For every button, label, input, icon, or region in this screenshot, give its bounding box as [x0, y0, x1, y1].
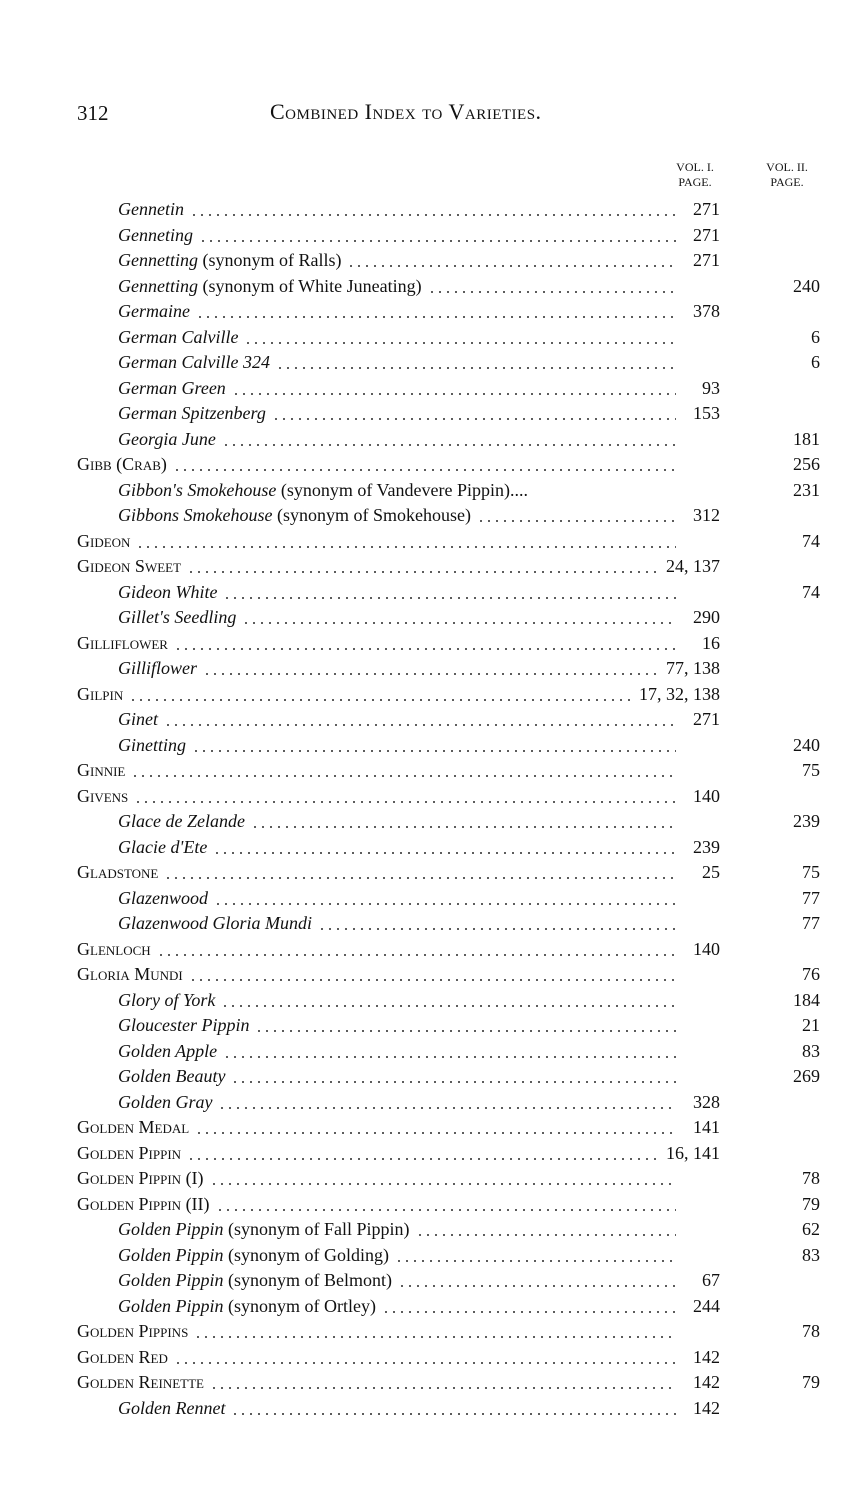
- index-entry: [77, 1345, 850, 1369]
- entry-name: [118, 1013, 249, 1037]
- entry-vol2-page: 78: [802, 1321, 820, 1341]
- entry-vol2-page: 77: [802, 913, 820, 933]
- entry-vol1-page: 77, 138: [666, 658, 720, 678]
- index-entry: [118, 1090, 850, 1114]
- dot-leader: [157, 954, 676, 956]
- entry-name: [118, 1396, 225, 1420]
- entry-name: [118, 1294, 376, 1318]
- dot-leader: [251, 826, 676, 828]
- entry-vol1-page: 244: [693, 1295, 720, 1316]
- dot-leader: [187, 1158, 660, 1160]
- entry-vol1-page: 312: [693, 505, 720, 525]
- entry-name: [118, 248, 341, 272]
- index-entry: [118, 656, 850, 680]
- entry-name: [118, 988, 215, 1012]
- entry-name: [118, 427, 216, 451]
- dot-leader: [223, 597, 676, 599]
- entry-name: [118, 1064, 225, 1088]
- entry-vol2-page: 74: [802, 530, 820, 551]
- entry-vol2-page: 240: [793, 734, 820, 755]
- entry-vol1-page: 17, 32, 138: [639, 683, 720, 704]
- entry-variety: German Green: [118, 377, 226, 398]
- entry-variety: Golden Pippin: [118, 1244, 224, 1265]
- dot-leader: [428, 291, 676, 293]
- dot-leader: [199, 240, 676, 242]
- entry-vol2-page: 231: [793, 479, 820, 500]
- entry-vol2-page: 62: [802, 1219, 820, 1239]
- entry-variety: Glory of York: [118, 989, 216, 1010]
- entry-name: [77, 452, 167, 476]
- entry-variety: Genneting: [118, 224, 193, 245]
- dot-leader: [174, 1362, 676, 1364]
- dot-leader: [136, 546, 676, 548]
- entry-variety: Glace de Zelande: [118, 811, 245, 831]
- entry-name: [118, 274, 422, 298]
- index-entry: [118, 248, 850, 272]
- entry-name: [118, 1243, 389, 1267]
- dot-leader: [194, 1336, 676, 1338]
- entry-variety: Golden Pippin: [118, 1219, 224, 1239]
- column-header-vol1-line2: PAGE.: [678, 175, 712, 189]
- entry-name: [118, 707, 158, 731]
- index-entry: [118, 350, 850, 374]
- entry-name: [118, 886, 208, 910]
- dot-leader: [223, 1056, 676, 1058]
- index-entry: [118, 1396, 850, 1420]
- entry-variety: Golden Pippin: [118, 1295, 224, 1316]
- index-entry: [77, 1192, 850, 1216]
- entry-vol1-page: 271: [693, 199, 720, 219]
- entry-name: [118, 1090, 212, 1114]
- entry-variety: Glacie d'Ete: [118, 836, 208, 857]
- dot-leader: [242, 622, 676, 624]
- entry-variety: Golden Red: [77, 1346, 168, 1367]
- entry-variety: Golden Beauty: [118, 1066, 226, 1086]
- entry-note: (synonym of Ortley): [228, 1295, 376, 1316]
- entry-vol1-page: 141: [693, 1117, 720, 1137]
- index-entry: [77, 1370, 850, 1394]
- index-entry: [77, 784, 850, 808]
- dot-leader: [164, 724, 676, 726]
- entry-variety: Golden Apple: [118, 1040, 218, 1061]
- entry-variety: Gloria Mundi: [77, 964, 183, 984]
- entry-name: [77, 937, 151, 961]
- index-entry: [77, 860, 850, 884]
- entry-variety: Givens: [77, 785, 129, 806]
- entry-vol2-page: 240: [793, 275, 820, 296]
- entry-name: [118, 656, 197, 680]
- index-entry: [77, 529, 850, 553]
- entry-name: [118, 733, 186, 757]
- entry-vol2-page: 21: [802, 1015, 820, 1035]
- entry-variety: Gideon Sweet: [77, 556, 182, 576]
- column-header-vol1: [660, 160, 730, 190]
- column-header-vol2: [752, 160, 822, 190]
- index-entry: [118, 376, 850, 400]
- entry-vol1-page: 378: [693, 301, 720, 321]
- entry-vol2-page: 75: [802, 862, 820, 882]
- dot-leader: [218, 1107, 676, 1109]
- entry-vol1-page: 24, 137: [666, 556, 720, 576]
- entry-variety: Gennetin: [118, 199, 184, 219]
- dot-leader: [210, 1387, 676, 1389]
- index-entry: [118, 911, 850, 935]
- entry-name: [118, 809, 245, 833]
- entry-vol1-page: 142: [693, 1346, 720, 1367]
- entry-name: [118, 1039, 217, 1063]
- entry-variety: Golden Rennet: [118, 1397, 226, 1418]
- dot-leader: [216, 1209, 676, 1211]
- entry-variety: Golden Pippin (I): [77, 1168, 204, 1188]
- index-entry: [77, 1141, 850, 1165]
- dot-leader: [187, 571, 660, 573]
- entry-variety: Golden Pippins: [77, 1321, 189, 1341]
- entry-variety: German Spitzenberg: [118, 403, 266, 423]
- index-entry: [118, 580, 850, 604]
- page-title: Combined Index to Varieties.: [270, 99, 542, 124]
- dot-leader: [192, 750, 676, 752]
- entry-name: [77, 682, 123, 706]
- entry-variety: Glazenwood: [118, 887, 208, 908]
- entry-vol1-page: 67: [702, 1270, 720, 1290]
- entry-name: [77, 1319, 188, 1343]
- dot-leader: [131, 775, 676, 777]
- index-entry: [118, 299, 850, 323]
- entry-vol2-page: 256: [793, 454, 820, 474]
- dot-leader: [395, 1260, 676, 1262]
- entry-vol1-page: 271: [693, 250, 720, 270]
- entry-variety: Glenloch: [77, 938, 151, 959]
- index-entry: [118, 1268, 850, 1292]
- entry-name: [77, 631, 168, 655]
- index-entry: [118, 1039, 850, 1063]
- index-entry: [118, 809, 850, 833]
- entry-variety: Golden Pippin: [77, 1142, 182, 1163]
- entry-vol2-page: 239: [793, 811, 820, 831]
- index-entry: [77, 452, 850, 476]
- dot-leader: [203, 673, 660, 675]
- dot-leader: [221, 1005, 676, 1007]
- entry-name: [118, 376, 226, 400]
- index-entry: [118, 503, 850, 527]
- entry-variety: Gladstone: [77, 862, 159, 882]
- dot-leader: [189, 979, 676, 981]
- index-entry: [118, 605, 850, 629]
- index-entry: [118, 886, 850, 910]
- dot-leader: [231, 1081, 676, 1083]
- dot-leader: [318, 928, 676, 930]
- entry-name: [77, 962, 183, 986]
- index-entry: [118, 733, 850, 757]
- entry-vol2-page: 83: [802, 1040, 820, 1061]
- entry-vol2-page: 79: [802, 1372, 820, 1392]
- entry-vol2-page: 78: [802, 1168, 820, 1188]
- entry-name: [118, 580, 217, 604]
- entry-name: [118, 503, 471, 527]
- entry-vol1-page: 140: [693, 785, 720, 806]
- dot-leader: [272, 418, 676, 420]
- entry-variety: Golden Reinette: [77, 1372, 204, 1392]
- index-entry: [118, 1217, 850, 1241]
- index-entry: [118, 223, 850, 247]
- entry-vol1-page: 290: [693, 607, 720, 627]
- index-entry: [77, 631, 850, 655]
- entry-vol1-page: 239: [693, 836, 720, 857]
- entry-vol1-page: 328: [693, 1091, 720, 1112]
- index-entry: [118, 1064, 850, 1088]
- entry-name: [118, 478, 528, 502]
- index-entry: [118, 1243, 850, 1267]
- entry-vol1-page: 140: [693, 938, 720, 959]
- entry-variety: Ginet: [118, 709, 158, 729]
- index-entry: [118, 478, 850, 502]
- entry-variety: Germaine: [118, 301, 190, 321]
- entry-name: [118, 350, 270, 374]
- index-entry: [77, 962, 850, 986]
- dot-leader: [174, 648, 676, 650]
- entry-name: [118, 835, 207, 859]
- entry-vol1-page: 16, 141: [666, 1142, 720, 1163]
- entry-variety: Gideon White: [118, 581, 218, 602]
- column-header-vol2-line2: PAGE.: [770, 175, 804, 189]
- entry-vol2-page: 6: [811, 352, 820, 372]
- entry-variety: Golden Pippin (II): [77, 1193, 210, 1214]
- index-entry: [118, 197, 850, 221]
- entry-vol2-page: 269: [793, 1066, 820, 1086]
- entry-variety: Gilliflower: [77, 632, 168, 653]
- entry-name: [118, 401, 266, 425]
- entry-name: [77, 784, 128, 808]
- index-entry: [118, 1013, 850, 1037]
- entry-vol1-page: 271: [693, 224, 720, 245]
- dot-leader: [232, 393, 676, 395]
- entry-name: [77, 1115, 189, 1139]
- index-entry: [77, 1166, 850, 1190]
- entry-name: [118, 325, 238, 349]
- entry-vol2-page: 75: [802, 760, 820, 780]
- dot-leader: [255, 1030, 676, 1032]
- entry-variety: Golden Pippin: [118, 1270, 224, 1290]
- index-entry: [118, 988, 850, 1012]
- entry-name: [77, 529, 130, 553]
- entry-variety: Gennetting: [118, 275, 198, 296]
- entry-variety: Georgia June: [118, 428, 216, 449]
- entry-variety: Golden Gray: [118, 1091, 213, 1112]
- entry-vol2-page: 79: [802, 1193, 820, 1214]
- index-entry: [77, 1115, 850, 1139]
- entry-vol2-page: 184: [793, 989, 820, 1010]
- entry-vol2-page: 74: [802, 581, 820, 602]
- entry-variety: Gloucester Pippin: [118, 1015, 250, 1035]
- column-header-vol2-line1: VOL. II.: [766, 160, 808, 174]
- entry-note: (synonym of Belmont): [228, 1270, 392, 1290]
- index-entry: [118, 427, 850, 451]
- index-entry: [77, 758, 850, 782]
- entry-vol1-page: 142: [693, 1372, 720, 1392]
- entry-variety: Gennetting: [118, 250, 198, 270]
- index-entry: [77, 937, 850, 961]
- entry-name: [77, 1370, 204, 1394]
- entry-variety: Gilliflower: [118, 658, 198, 678]
- entry-variety: Ginnie: [77, 760, 126, 780]
- entry-variety: German Calville 324: [118, 352, 270, 372]
- dot-leader: [173, 469, 676, 471]
- entry-vol1-page: 142: [693, 1397, 720, 1418]
- dot-leader: [213, 852, 676, 854]
- entry-name: [118, 223, 193, 247]
- entry-vol2-page: 181: [793, 428, 820, 449]
- entry-note: (synonym of Fall Pippin): [228, 1219, 410, 1239]
- entry-vol2-page: 77: [802, 887, 820, 908]
- dot-leader: [244, 342, 676, 344]
- dot-leader: [195, 1132, 676, 1134]
- entry-name: [118, 1217, 410, 1241]
- column-header-vol1-line1: VOL. I.: [676, 160, 714, 174]
- entry-vol2-page: 76: [802, 964, 820, 984]
- entry-variety: Golden Medal: [77, 1117, 190, 1137]
- index-entry: [77, 554, 850, 578]
- dot-leader: [382, 1311, 676, 1313]
- dot-leader: [276, 367, 676, 369]
- dot-leader: [416, 1234, 676, 1236]
- entry-note: (synonym of Ralls): [202, 250, 342, 270]
- entry-note: (synonym of White Juneating): [202, 275, 422, 296]
- entry-name: [77, 1192, 210, 1216]
- index-entry: [77, 682, 850, 706]
- entry-name: [118, 911, 312, 935]
- entry-note: (synonym of Vandevere Pippin)....: [280, 479, 528, 500]
- entry-name: [118, 299, 190, 323]
- index-entry: [118, 707, 850, 731]
- dot-leader: [398, 1285, 676, 1287]
- index-entry: [118, 835, 850, 859]
- index-entry: [118, 325, 850, 349]
- dot-leader: [477, 520, 676, 522]
- entry-variety: Gilpin: [77, 683, 124, 704]
- entry-name: [77, 860, 158, 884]
- dot-leader: [164, 877, 676, 879]
- entry-variety: Gibbons Smokehouse: [118, 505, 273, 525]
- entry-variety: Gibb (Crab): [77, 454, 167, 474]
- dot-leader: [214, 903, 676, 905]
- index-entry: [77, 1319, 850, 1343]
- entry-name: [77, 1345, 168, 1369]
- entry-note: (synonym of Golding): [228, 1244, 389, 1265]
- page-number: 312: [77, 101, 109, 125]
- dot-leader: [222, 444, 676, 446]
- entry-vol1-page: 93: [702, 377, 720, 398]
- index-entry: [118, 1294, 850, 1318]
- entry-name: [77, 1166, 204, 1190]
- entry-vol2-page: 83: [802, 1244, 820, 1265]
- entry-name: [77, 758, 125, 782]
- entry-variety: Gibbon's Smokehouse: [118, 479, 277, 500]
- dot-leader: [196, 316, 676, 318]
- entry-variety: Ginetting: [118, 734, 186, 755]
- entry-vol1-page: 271: [693, 709, 720, 729]
- dot-leader: [134, 801, 676, 803]
- dot-leader: [210, 1183, 676, 1185]
- index-entry: [118, 401, 850, 425]
- entry-note: (synonym of Smokehouse): [276, 505, 471, 525]
- entry-vol1-page: 153: [693, 403, 720, 423]
- entry-name: [118, 197, 184, 221]
- entry-name: [118, 605, 236, 629]
- entry-vol1-page: 16: [702, 632, 720, 653]
- dot-leader: [190, 214, 676, 216]
- entry-name: [118, 1268, 392, 1292]
- entry-name: [77, 554, 181, 578]
- entry-variety: Glazenwood Gloria Mundi: [118, 913, 313, 933]
- dot-leader: [347, 265, 676, 267]
- dot-leader: [231, 1413, 676, 1415]
- dot-leader: [129, 699, 633, 701]
- index-entry: [118, 274, 850, 298]
- entry-variety: German Calville: [118, 326, 239, 347]
- entry-vol1-page: 25: [702, 862, 720, 882]
- entry-name: [77, 1141, 181, 1165]
- entry-variety: Gideon: [77, 530, 131, 551]
- entry-vol2-page: 6: [811, 326, 820, 347]
- entry-variety: Gillet's Seedling: [118, 607, 237, 627]
